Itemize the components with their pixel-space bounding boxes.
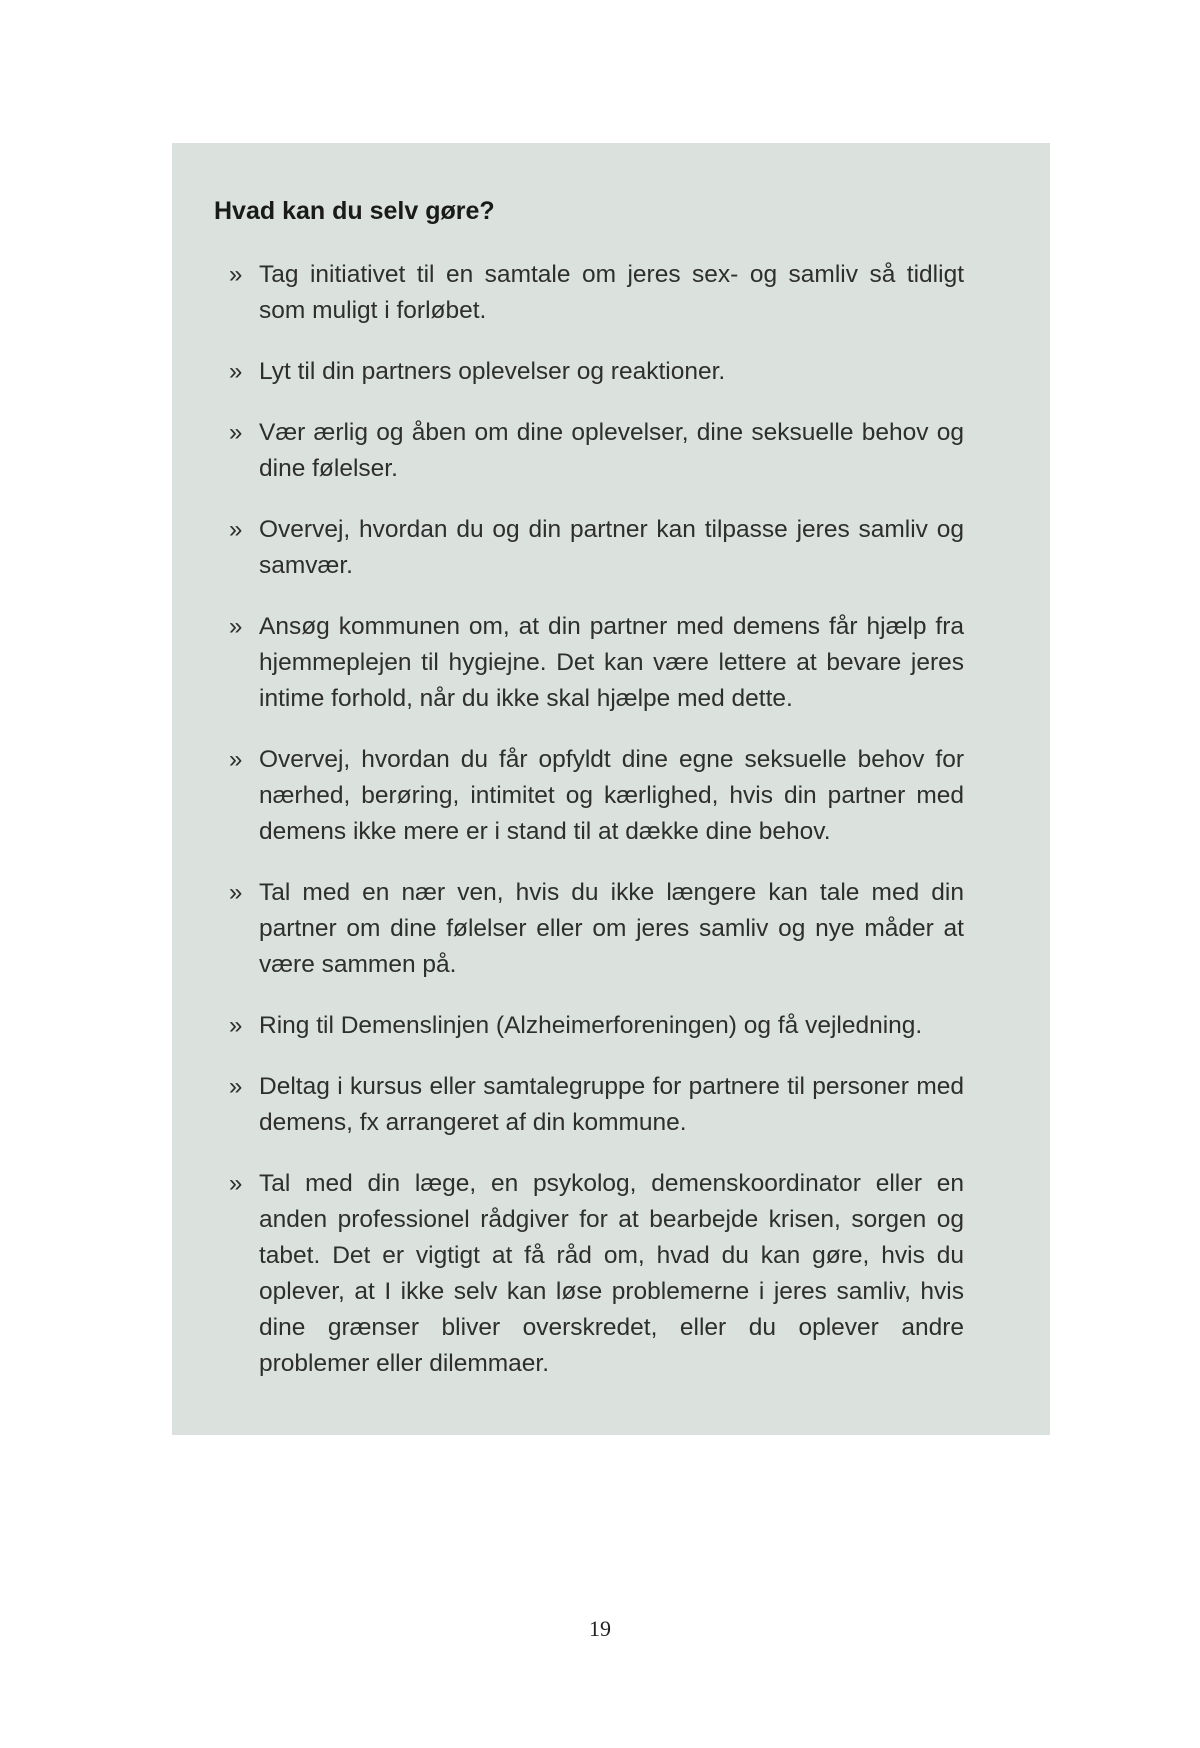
- bullet-icon: »: [229, 419, 243, 446]
- bullet-icon: »: [229, 516, 243, 543]
- bullet-icon: »: [229, 1073, 243, 1100]
- list-item: [214, 875, 964, 983]
- list-item: [214, 512, 964, 584]
- list-item: [214, 609, 964, 717]
- bullet-icon: »: [229, 879, 243, 906]
- list-item-text: Vær ærlig og åben om dine oplevelser, dine seksuelle behov og dine følelser.: [259, 419, 964, 482]
- section-heading: Hvad kan du selv gøre?: [214, 197, 495, 225]
- advice-box: [172, 143, 1050, 1435]
- list-item: [214, 257, 964, 329]
- list-item-text: Deltag i kursus eller samtalegruppe for partnere til personer med demens, fx arrangeret af din kommune.: [259, 1073, 964, 1136]
- bullet-icon: »: [229, 746, 243, 773]
- list-item: [214, 742, 964, 850]
- page-number: 19: [589, 1616, 611, 1641]
- list-item: [214, 1166, 964, 1382]
- bullet-icon: »: [229, 358, 243, 385]
- advice-list: [214, 257, 964, 1382]
- list-item-text: Overvej, hvordan du får opfyldt dine egne seksuelle behov for nærhed, berøring, intimitet og kærlighed, hvis din partner med demens ikke mere er i stand til at dække dine behov.: [259, 746, 964, 845]
- list-item: [214, 354, 964, 390]
- list-item-text: Ansøg kommunen om, at din partner med demens får hjælp fra hjemmeplejen til hygiejne. Det kan være lettere at bevare jeres intime forhold, når du ikke skal hjælpe med dette.: [259, 613, 964, 712]
- bullet-icon: »: [229, 261, 243, 288]
- list-item-text: Lyt til din partners oplevelser og reaktioner.: [259, 358, 726, 385]
- bullet-icon: »: [229, 1012, 243, 1039]
- list-item-text: Tal med en nær ven, hvis du ikke længere kan tale med din partner om dine følelser eller om jeres samliv og nye måder at være sammen på.: [259, 879, 964, 978]
- bullet-icon: »: [229, 1170, 243, 1197]
- list-item: [214, 1069, 964, 1141]
- bullet-icon: »: [229, 613, 243, 640]
- list-item: [214, 415, 964, 487]
- list-item-text: Ring til Demenslinjen (Alzheimerforeningen) og få vejledning.: [259, 1012, 923, 1039]
- list-item: [214, 1008, 964, 1044]
- list-item-text: Tal med din læge, en psykolog, demenskoordinator eller en anden professionel rådgiver for at bearbejde krisen, sorgen og tabet. Det er vigtigt at få råd om, hvad du kan gøre, hvis du oplever, at I ikke selv kan løse problemerne i jeres samliv, hvis dine grænser bliver overskredet, eller du oplever andre problemer eller dilemmaer.: [259, 1170, 964, 1377]
- list-item-text: Overvej, hvordan du og din partner kan tilpasse jeres samliv og samvær.: [259, 516, 964, 579]
- list-item-text: Tag initiativet til en samtale om jeres sex- og samliv så tidligt som muligt i forløbet.: [259, 261, 964, 324]
